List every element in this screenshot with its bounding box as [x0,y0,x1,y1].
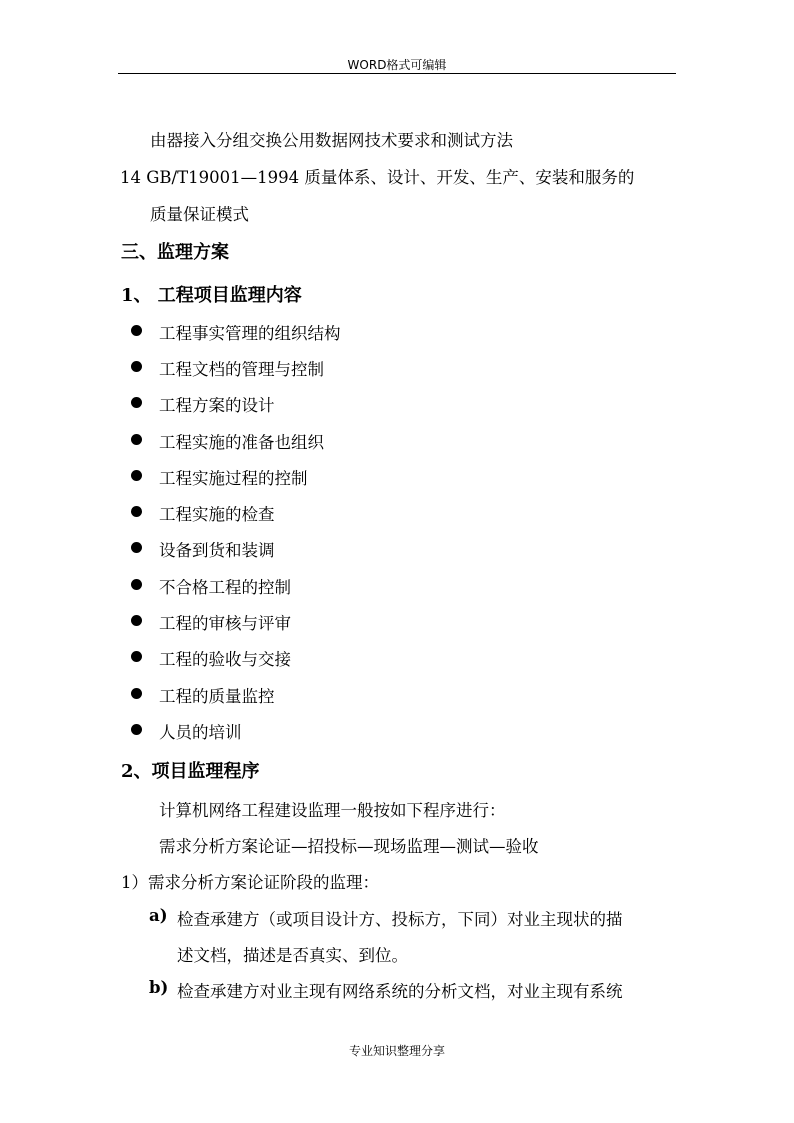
header-divider [118,73,676,74]
item-a-label: a) [149,906,168,925]
bullet-dot-icon [131,470,142,481]
page-header: WORD格式可编辑 [347,58,447,72]
list-item-text: 工程实施的准备也组织 [159,433,324,452]
section-3-heading: 三、监理方案 [121,242,229,263]
bullet-dot-icon [131,615,142,626]
list-item-text: 工程事实管理的组织结构 [159,324,341,343]
item-b-line-1: 检查承建方对业主现有网络系统的分析文档，对业主现有系统 [177,982,623,1001]
bullet-dot-icon [131,397,142,408]
intro-line-2: 14 GB/T19001—1994 质量体系、设计、开发、生产、安装和服务的 [120,168,635,187]
bullet-dot-icon [131,506,142,517]
item-a-line-2: 述文档，描述是否真实、到位。 [177,946,408,965]
bullet-dot-icon [131,651,142,662]
list-item-text: 设备到货和装调 [159,541,275,560]
bullet-dot-icon [131,325,142,336]
list-item-text: 人员的培训 [159,723,242,742]
list-item-text: 工程的验收与交接 [159,650,291,669]
list-item-text: 不合格工程的控制 [159,578,291,597]
page-footer: 专业知识整理分享 [348,1044,445,1058]
list-item-text: 工程文档的管理与控制 [159,360,324,379]
intro-line-1: 由器接入分组交换公用数据网技术要求和测试方法 [150,131,513,150]
list-item-text: 工程实施过程的控制 [159,469,308,488]
bullet-dot-icon [131,724,142,735]
intro-line-3: 质量保证模式 [150,205,249,224]
procedure-flow: 需求分析方案论证—招投标—现场监理—测试—验收 [159,837,539,856]
bullet-dot-icon [131,434,142,445]
step-1-heading: 1）需求分析方案论证阶段的监理： [121,873,379,892]
bullet-dot-icon [131,579,142,590]
bullet-dot-icon [131,542,142,553]
item-a-line-1: 检查承建方（或项目设计方、投标方，下同）对业主现状的描 [177,910,623,929]
bullet-dot-icon [131,361,142,372]
list-item-text: 工程的质量监控 [159,687,275,706]
item-b-label: b) [149,978,169,997]
bullet-dot-icon [131,688,142,699]
list-item-text: 工程实施的检查 [159,505,275,524]
procedure-paragraph: 计算机网络工程建设监理一般按如下程序进行： [159,801,506,820]
list-item-text: 工程方案的设计 [159,396,275,415]
list-item-text: 工程的审核与评审 [159,614,291,633]
subsection-1-heading: 1、 工程项目监理内容 [121,285,302,306]
subsection-2-heading: 2、项目监理程序 [121,761,260,782]
